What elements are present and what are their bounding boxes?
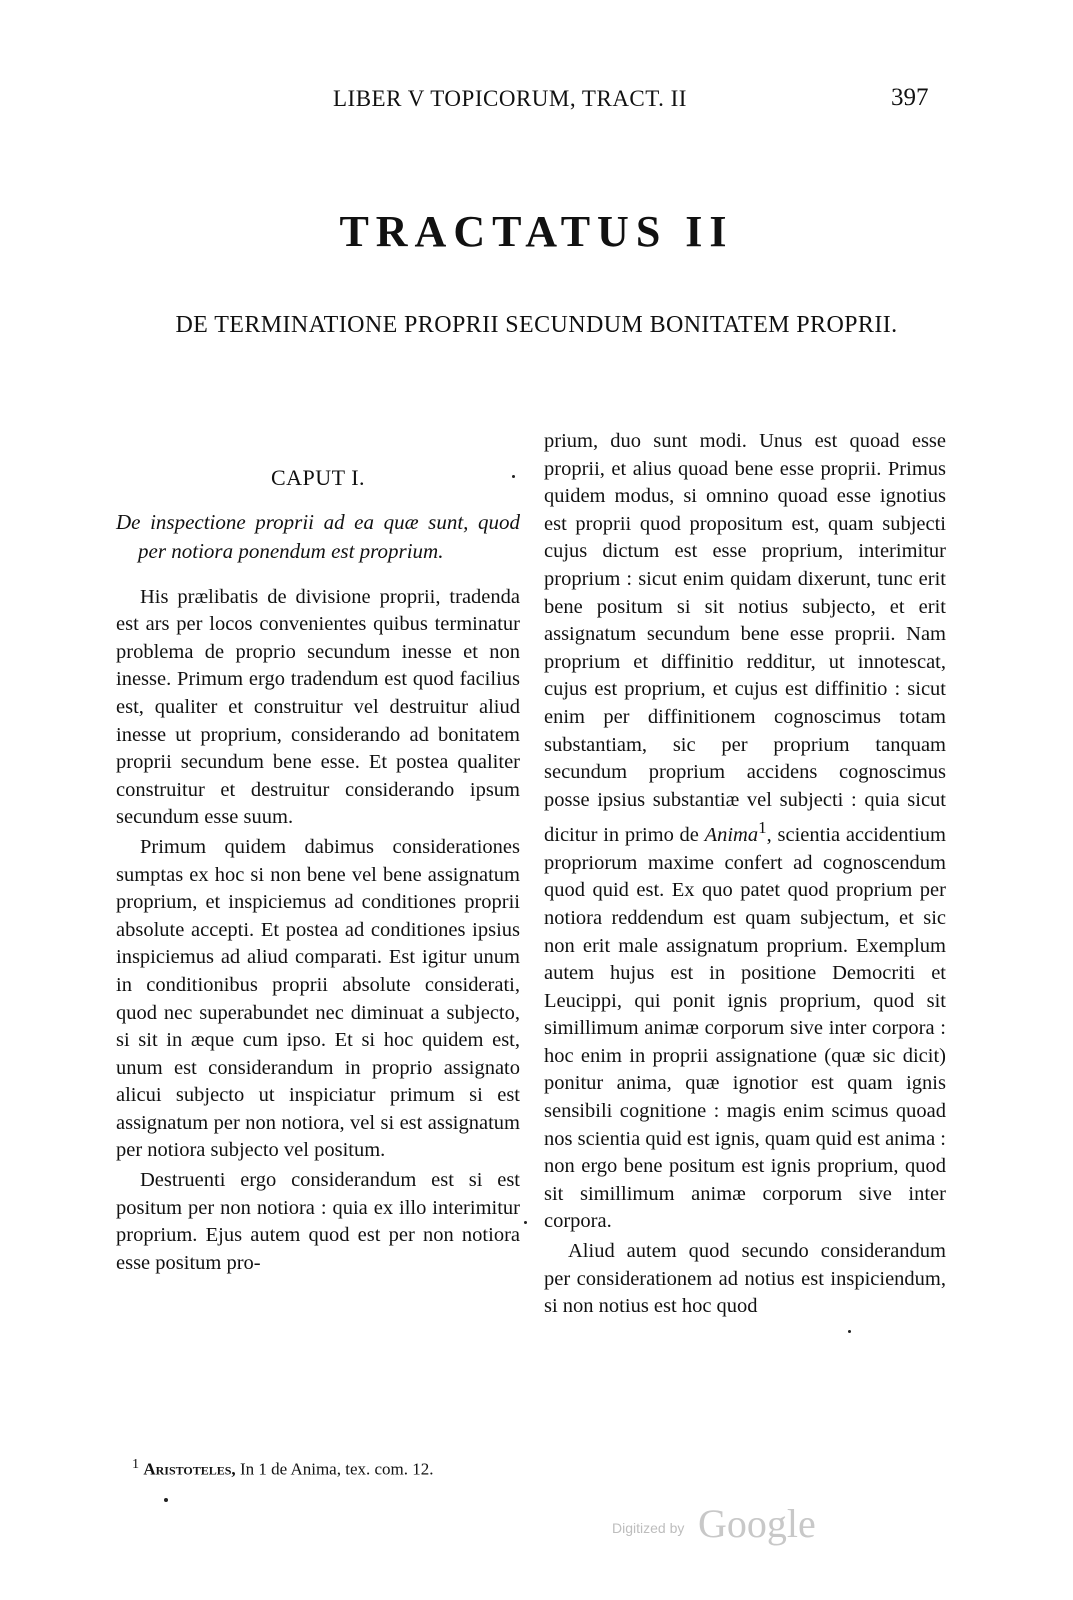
left-column — [116, 450, 520, 1279]
google-logo: Google — [698, 1501, 816, 1546]
stray-dot-mark — [524, 1221, 527, 1224]
footnote — [132, 1456, 434, 1480]
right-column — [544, 428, 946, 1323]
footnote-reference: 1 — [758, 818, 767, 838]
tractatus-title: TRACTATUS II — [339, 207, 734, 256]
left-paragraph-3: Destruenti ergo considerandum est si est positum per non notiora : quia ex illo interimitur proprium. Ejus autem quod est per non notiora esse positum pro- — [116, 1169, 520, 1274]
digitized-prefix: Digitized by — [612, 1520, 685, 1536]
right-paragraph-2: Aliud autem quod secundo considerandum per considerationem ad notius est inspiciendum, si non notius est hoc quod — [544, 1240, 946, 1318]
running-head — [0, 78, 1073, 118]
footnote-text: In 1 de Anima, tex. com. 12. — [239, 1459, 434, 1479]
footnote-author: Aristoteles, — [143, 1459, 236, 1479]
running-title: LIBER V TOPICORUM, TRACT. II — [333, 86, 687, 111]
right-paragraph-1-text-a: prium, duo sunt modi. Unus est quoad esse proprii, et alius quoad bene esse proprii. Primus quidem modus, si omnino quoad esse ignotius est proprii quod propositum est, quam subjecti cujus dictum est esse proprium, interimitur proprium : sicut enim quidam dixerunt, tunc erit bene positum si sit notius subjecto, et erit assignatum secundum bene esse proprii. Nam proprium et diffinitio redditur, ut innotescat, cujus est proprium, et cujus est diffinitio : sicut enim per diffinitionem cognoscimus totam substantiam, sic per proprium tanquam secundum proprium accidens cognoscimus posse ipsius substantiæ vel subjecti : quia sicut dicitur in primo de — [544, 430, 946, 847]
right-paragraph-1-text-b: , scientia accidentium propriorum maxime confert ad cognoscendum quod quid est. Ex quo patet quod proprium per notiora reddendum est quam subjectum, et sic non erit male assignatum proprium. Exemplum autem hujus est in positione Democriti et Leucippi, qui ponit ignis proprium, quod sit simillimum animæ corporum sive inter corpora : hoc enim in proprii assignatione (quæ sic dicit) ponitur anima, quæ ignotior est quam ignis sensibili cognitione : magis enim scimus quoad nos scientia quid est ignis, quam quid est anima : non ergo bene positum est ignis proprium, quod sit simillimum animæ corporum sive inter corpora. — [544, 824, 946, 1233]
digitized-by-google-watermark — [612, 1500, 842, 1546]
tractatus-subtitle: DE TERMINATIONE PROPRII SECUNDUM BONITATEM PROPRII. — [175, 312, 898, 338]
footnote-mark: 1 — [132, 1456, 140, 1472]
left-paragraph-1: His prælibatis de divisione proprii, tradenda est ars per locos convenientes quibus terminatur problema de proprio secundum inesse et non inesse. Primum ergo tradendum est quod facilius est, qualiter et construitur vel destruitur aliud inesse ut proprium, considerando ad bonitatem proprii secundum bene esse. Et postea qualiter construitur et destruitur considerando ipsum secundum esse suum. — [116, 585, 520, 829]
stray-dot-mark — [164, 1498, 168, 1502]
stray-dot-mark — [512, 475, 515, 478]
stray-dot-mark — [848, 1330, 851, 1333]
page-number: 397 — [891, 84, 929, 111]
right-paragraph-1 — [544, 428, 946, 1236]
left-paragraph-2: Primum quidem dabimus considerationes sumptas ex hoc si non bene vel bene assignatum proprium, et inspiciemus ad conditiones proprii absolute accepti. Et postea ad conditiones ipsius inspiciemus ad aliud comparati. Est igitur unum in conditionibus proprii absolute considerati, quod nec superabundet nec diminuat a subjecto, si sit in æque cum ipso. Et si hoc quidem est, unum est considerandum in proprio assignato alicui subjecto ut inspiciatur primum si est assignatum per non notiora, vel si est assignatum per notiora subjecto vel positum. — [116, 835, 520, 1162]
caput-summary: De inspectione proprii ad ea quæ sunt, quod per notiora ponendum est proprium. — [116, 509, 520, 563]
caput-heading: CAPUT I. — [270, 465, 366, 490]
anima-title: Anima — [704, 824, 759, 847]
